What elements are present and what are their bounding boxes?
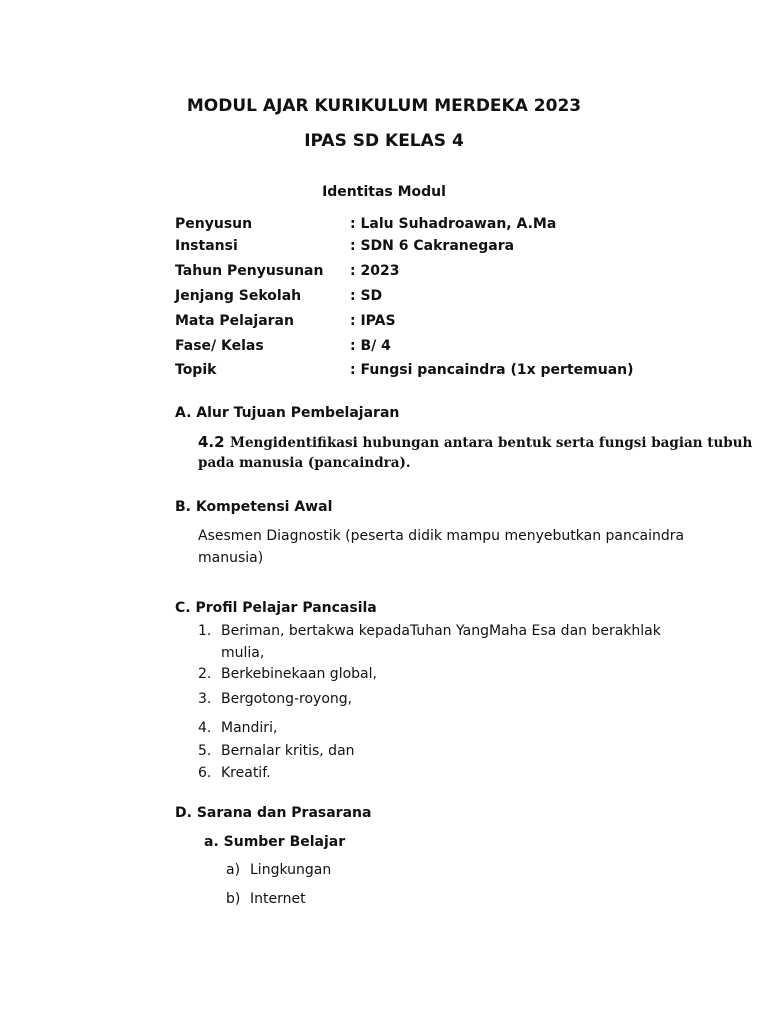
- list-item-text: Beriman, bertakwa kepadaTuhan YangMaha Esa dan berakhlak: [221, 623, 661, 639]
- section-b-text-line1: Asesmen Diagnostik (peserta didik mampu menyebutkan pancaindra: [198, 528, 685, 544]
- list-item-number: 1.: [198, 623, 212, 639]
- identitas-label: Jenjang Sekolah: [175, 288, 302, 304]
- identitas-value: : SDN 6 Cakranegara: [350, 238, 515, 254]
- identitas-value: : B/ 4: [350, 338, 391, 354]
- section-a-text-line1: Mengidentifikasi hubungan antara bentuk serta fungsi bagian tubuh: [230, 435, 753, 451]
- list-item-text: Internet: [250, 891, 306, 907]
- list-item-number: 2.: [198, 666, 212, 682]
- list-item-number: 6.: [198, 765, 212, 781]
- section-d-subheading: a. Sumber Belajar: [204, 834, 346, 850]
- list-item-text: Mandiri,: [221, 720, 278, 736]
- document-title: MODUL AJAR KURIKULUM MERDEKA 2023: [186, 96, 582, 116]
- identitas-value: : 2023: [350, 263, 400, 279]
- list-item-text: Berkebinekaan global,: [221, 666, 377, 682]
- list-item-text: Lingkungan: [250, 862, 332, 878]
- identitas-value: : Lalu Suhadroawan, A.Ma: [350, 216, 557, 232]
- list-item-number: 3.: [198, 691, 212, 707]
- document-subtitle: IPAS SD KELAS 4: [304, 131, 464, 151]
- list-item-number: 5.: [198, 743, 212, 759]
- section-d-heading: D. Sarana dan Prasarana: [175, 805, 372, 821]
- identitas-label: Tahun Penyusunan: [175, 263, 324, 279]
- list-item-number: a): [226, 862, 241, 878]
- identitas-label: Fase/ Kelas: [175, 338, 264, 354]
- section-c-heading: C. Profil Pelajar Pancasila: [175, 600, 377, 616]
- section-b-heading: B. Kompetensi Awal: [175, 499, 333, 515]
- identitas-label: Instansi: [175, 238, 238, 254]
- list-item-number: 4.: [198, 720, 212, 736]
- section-a-number: 4.2: [198, 433, 225, 451]
- list-item-text: Bernalar kritis, dan: [221, 743, 355, 759]
- list-item-number: b): [226, 891, 241, 907]
- identitas-value: : Fungsi pancaindra (1x pertemuan): [350, 362, 634, 378]
- section-a-heading: A. Alur Tujuan Pembelajaran: [175, 405, 400, 421]
- section-b-text-line2: manusia): [198, 550, 264, 566]
- identitas-label: Topik: [175, 362, 217, 378]
- section-identitas-heading: Identitas Modul: [322, 184, 446, 200]
- identitas-label: Mata Pelajaran: [175, 313, 294, 329]
- list-item-text-continued: mulia,: [221, 645, 265, 661]
- identitas-label: Penyusun: [175, 216, 253, 232]
- identitas-value: : SD: [350, 288, 383, 304]
- list-item-text: Kreatif.: [221, 765, 271, 781]
- list-item-text: Bergotong-royong,: [221, 691, 353, 707]
- identitas-value: : IPAS: [350, 313, 396, 329]
- section-a-text-line2: pada manusia (pancaindra).: [198, 455, 411, 471]
